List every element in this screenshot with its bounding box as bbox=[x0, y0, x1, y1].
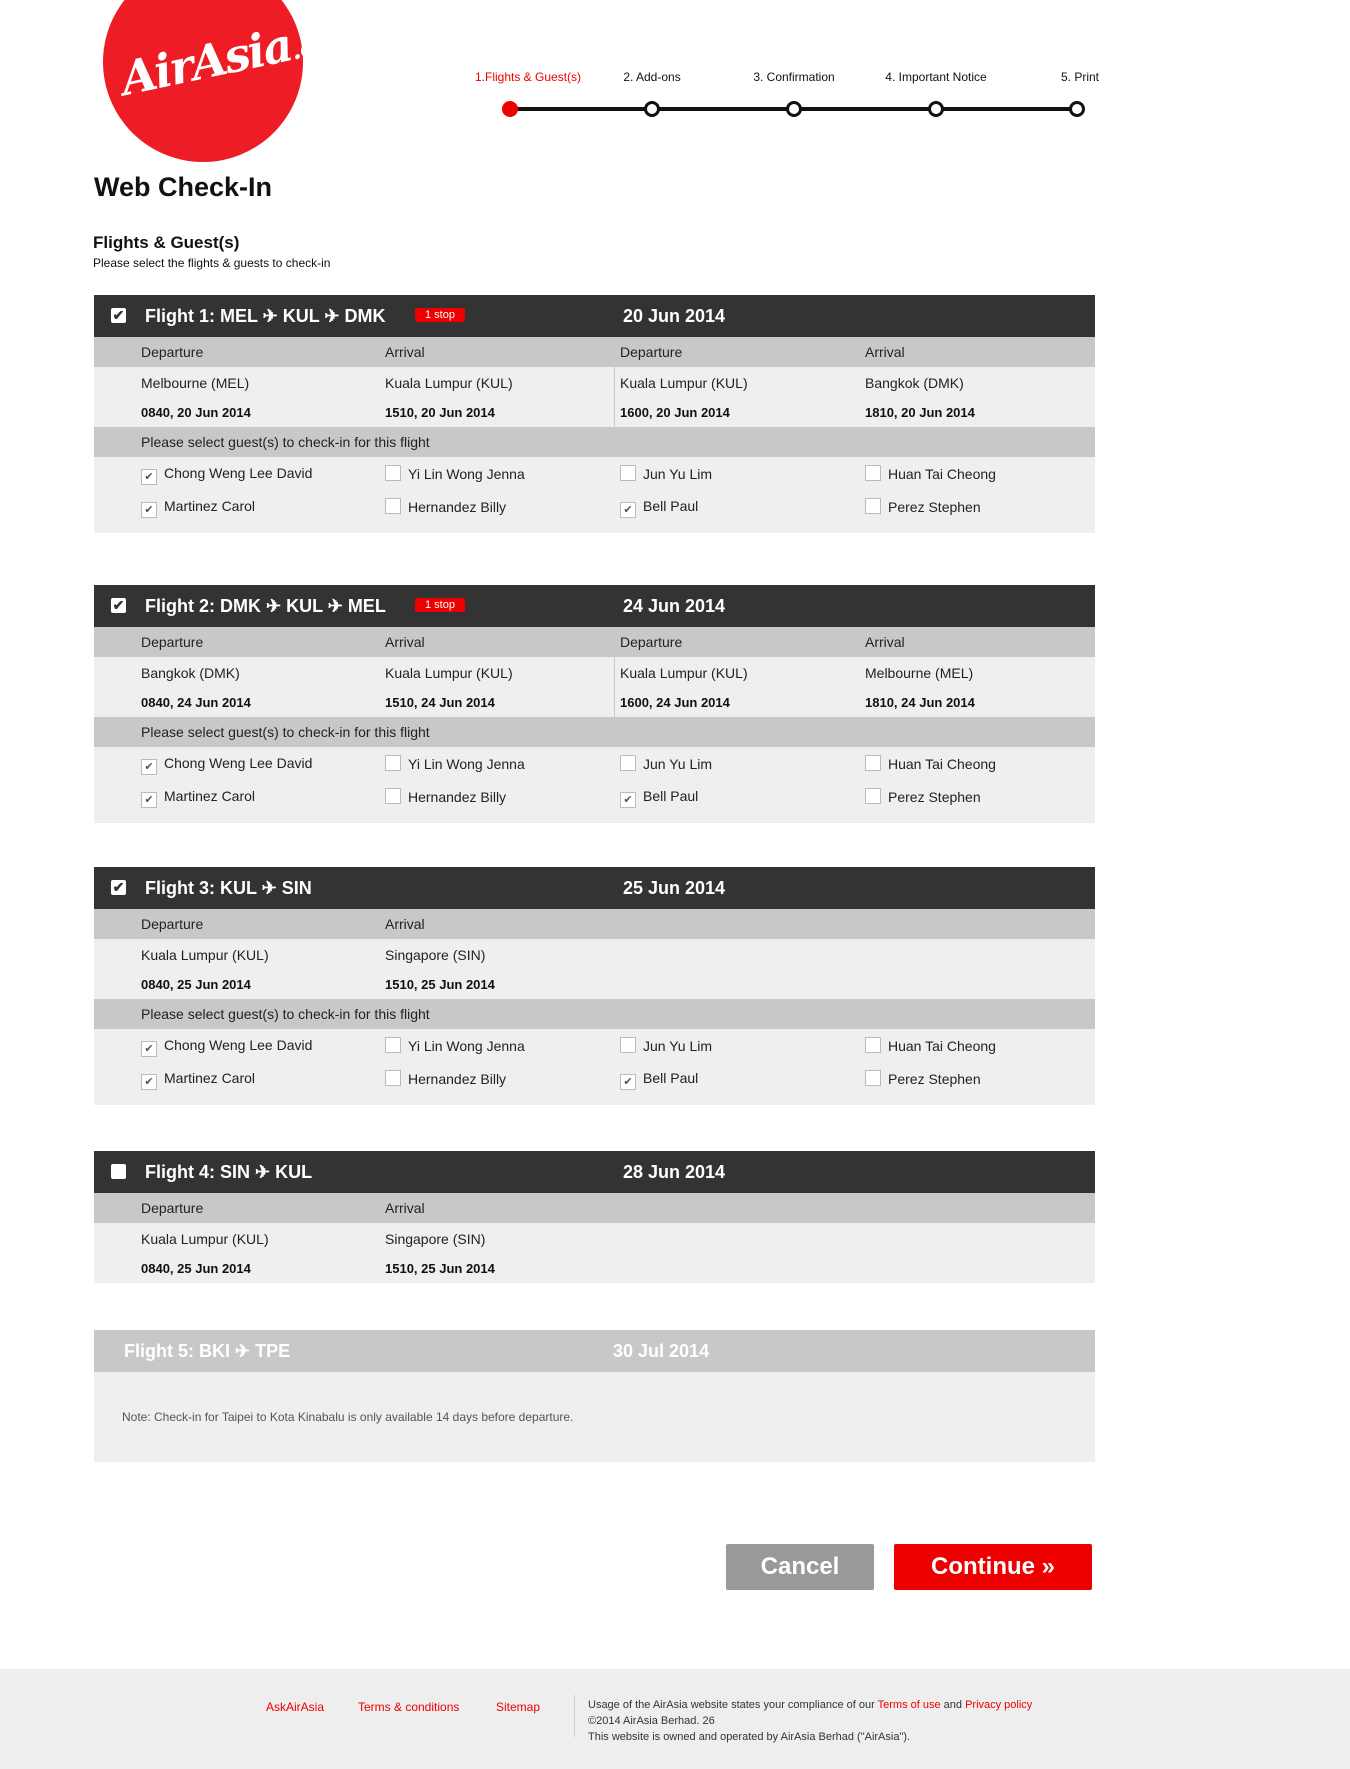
flight-date: 20 Jun 2014 bbox=[623, 306, 726, 326]
guest-checkbox[interactable] bbox=[385, 788, 401, 804]
arrival-label: Arrival bbox=[385, 344, 425, 360]
guest-option[interactable] bbox=[620, 465, 712, 482]
arrival-city: Singapore (SIN) bbox=[385, 947, 486, 963]
flight-title: Flight 4: SIN ✈ KUL bbox=[145, 1162, 313, 1182]
guest-checkbox[interactable] bbox=[385, 1037, 401, 1053]
departure-label: Departure bbox=[620, 634, 683, 650]
guest-checkbox[interactable] bbox=[620, 755, 636, 771]
select-guests-band bbox=[94, 427, 1095, 457]
arrival-city: Kuala Lumpur (KUL) bbox=[385, 375, 513, 391]
leg-header-band bbox=[94, 627, 1095, 657]
leg-details bbox=[94, 939, 1095, 999]
leg-divider bbox=[614, 657, 615, 717]
flight-title: Flight 1: MEL ✈ KUL ✈ DMK bbox=[145, 306, 386, 326]
departure-city: Kuala Lumpur (KUL) bbox=[141, 947, 269, 963]
step-confirmation: 3. Confirmation bbox=[753, 70, 835, 84]
arrival-time: 1510, 25 Jun 2014 bbox=[385, 1261, 495, 1276]
guest-checkbox[interactable] bbox=[620, 1037, 636, 1053]
flight-select-checkbox[interactable]: ✔ bbox=[112, 597, 125, 613]
guest-name: Hernandez Billy bbox=[408, 499, 507, 515]
arrival-label: Arrival bbox=[385, 634, 425, 650]
flight-header bbox=[94, 585, 1095, 627]
arrival-label: Arrival bbox=[865, 344, 905, 360]
departure-time: 0840, 25 Jun 2014 bbox=[141, 1261, 251, 1276]
guest-option[interactable] bbox=[620, 1070, 698, 1090]
departure-city: Kuala Lumpur (KUL) bbox=[620, 375, 748, 391]
flight-header bbox=[94, 1151, 1095, 1193]
step-dot-2 bbox=[644, 101, 660, 117]
guest-option[interactable] bbox=[141, 465, 312, 485]
leg-header-band bbox=[94, 337, 1095, 367]
progress-steps bbox=[440, 70, 1100, 130]
guest-option[interactable] bbox=[385, 498, 506, 515]
arrival-city: Bangkok (DMK) bbox=[865, 375, 964, 391]
step-print: 5. Print bbox=[1060, 70, 1100, 84]
leg-details bbox=[94, 1223, 1095, 1283]
guest-checkbox[interactable]: ✔ bbox=[620, 502, 636, 518]
guest-checkbox[interactable] bbox=[385, 1070, 401, 1086]
continue-button[interactable]: Continue » bbox=[894, 1544, 1092, 1590]
leg-header-band bbox=[94, 1193, 1095, 1223]
guest-name: Chong Weng Lee David bbox=[164, 465, 313, 481]
guest-option[interactable] bbox=[141, 755, 312, 775]
guest-list bbox=[94, 1029, 1095, 1105]
guest-option[interactable] bbox=[865, 498, 981, 515]
guest-name: Hernandez Billy bbox=[408, 1071, 507, 1087]
flight-header bbox=[94, 867, 1095, 909]
guest-option[interactable] bbox=[385, 1037, 525, 1054]
guest-checkbox[interactable] bbox=[865, 788, 881, 804]
departure-label: Departure bbox=[620, 344, 683, 360]
logo-text: AirAsia.com bbox=[115, 17, 360, 107]
guest-name: Jun Yu Lim bbox=[643, 466, 713, 482]
guest-checkbox[interactable] bbox=[865, 755, 881, 771]
guest-checkbox[interactable]: ✔ bbox=[620, 792, 636, 808]
flight-3-panel bbox=[94, 867, 1095, 1105]
flight-select-checkbox[interactable] bbox=[111, 1164, 126, 1179]
guest-option[interactable] bbox=[385, 788, 506, 805]
guest-option[interactable] bbox=[620, 498, 698, 518]
footer bbox=[0, 1669, 1350, 1769]
step-addons: 2. Add-ons bbox=[623, 70, 681, 84]
departure-time: 1600, 24 Jun 2014 bbox=[620, 695, 730, 710]
page-title: Web Check-In bbox=[94, 172, 273, 202]
guest-option[interactable] bbox=[865, 1037, 996, 1054]
guest-option[interactable] bbox=[141, 788, 255, 808]
step-flights-guests: 1.Flights & Guest(s) bbox=[474, 70, 582, 84]
guest-option[interactable] bbox=[141, 1037, 312, 1057]
flight-title: Flight 2: DMK ✈ KUL ✈ MEL bbox=[145, 596, 386, 616]
select-guests-band bbox=[94, 999, 1095, 1029]
departure-label: Departure bbox=[141, 1200, 204, 1216]
footer-usage-text: Usage of the AirAsia website states your compliance of our bbox=[588, 1699, 878, 1711]
arrival-city: Melbourne (MEL) bbox=[865, 665, 974, 681]
guest-option[interactable] bbox=[865, 1070, 981, 1087]
footer-terms-of-use-link[interactable]: Terms of use bbox=[877, 1699, 941, 1711]
guest-checkbox[interactable]: ✔ bbox=[141, 1074, 157, 1090]
guest-name: Yi Lin Wong Jenna bbox=[408, 1038, 525, 1054]
departure-time: 0840, 20 Jun 2014 bbox=[141, 405, 251, 420]
guest-name: Huan Tai Cheong bbox=[888, 466, 996, 482]
guest-checkbox[interactable]: ✔ bbox=[141, 502, 157, 518]
guest-name: Yi Lin Wong Jenna bbox=[408, 756, 525, 772]
arrival-time: 1510, 24 Jun 2014 bbox=[385, 695, 495, 710]
arrival-label: Arrival bbox=[385, 916, 425, 932]
guest-checkbox[interactable]: ✔ bbox=[141, 792, 157, 808]
section-subtitle: Please select the flights & guests to check-in bbox=[93, 256, 331, 270]
guest-name: Perez Stephen bbox=[888, 1071, 981, 1087]
flight-date: 28 Jun 2014 bbox=[623, 1162, 726, 1182]
arrival-time: 1510, 25 Jun 2014 bbox=[385, 977, 495, 992]
leg-details bbox=[94, 657, 1095, 717]
arrival-time: 1810, 24 Jun 2014 bbox=[865, 695, 975, 710]
departure-label: Departure bbox=[141, 344, 204, 360]
departure-time: 1600, 20 Jun 2014 bbox=[620, 405, 730, 420]
flight-date: 30 Jul 2014 bbox=[613, 1341, 710, 1361]
select-guests-label: Please select guest(s) to check-in for this flight bbox=[141, 434, 430, 450]
flight-1-panel bbox=[94, 295, 1095, 533]
guest-option[interactable] bbox=[385, 465, 525, 482]
guest-name: Hernandez Billy bbox=[408, 789, 507, 805]
departure-city: Bangkok (DMK) bbox=[141, 665, 240, 681]
flight-5-panel bbox=[94, 1330, 1095, 1462]
footer-link-sitemap[interactable]: Sitemap bbox=[496, 1700, 541, 1714]
flight-2-panel bbox=[94, 585, 1095, 823]
guest-checkbox[interactable]: ✔ bbox=[141, 759, 157, 775]
arrival-city: Kuala Lumpur (KUL) bbox=[385, 665, 513, 681]
guest-checkbox[interactable] bbox=[865, 1037, 881, 1053]
guest-checkbox[interactable] bbox=[620, 465, 636, 481]
guest-name: Perez Stephen bbox=[888, 789, 981, 805]
departure-time: 0840, 24 Jun 2014 bbox=[141, 695, 251, 710]
guest-checkbox[interactable]: ✔ bbox=[141, 1041, 157, 1057]
guest-option[interactable] bbox=[620, 755, 712, 772]
step-dot-4 bbox=[928, 101, 944, 117]
footer-and-text: and bbox=[940, 1699, 966, 1711]
flight-4-panel bbox=[94, 1151, 1095, 1283]
select-guests-label: Please select guest(s) to check-in for this flight bbox=[141, 724, 430, 740]
guest-option[interactable] bbox=[620, 1037, 712, 1054]
step-dot-3 bbox=[786, 101, 802, 117]
guest-option[interactable] bbox=[141, 1070, 255, 1090]
guest-option[interactable] bbox=[865, 465, 996, 482]
guest-option[interactable] bbox=[865, 788, 981, 805]
guest-option[interactable] bbox=[620, 788, 698, 808]
footer-owned: This website is owned and operated by AirAsia Berhad ("AirAsia"). bbox=[588, 1731, 911, 1743]
guest-name: Jun Yu Lim bbox=[643, 756, 713, 772]
guest-name: Bell Paul bbox=[643, 788, 699, 804]
guest-name: Huan Tai Cheong bbox=[888, 756, 996, 772]
airasia-logo[interactable] bbox=[103, 0, 360, 162]
flight-select-checkbox[interactable]: ✔ bbox=[112, 879, 125, 895]
flight-header bbox=[94, 295, 1095, 337]
flight-date: 25 Jun 2014 bbox=[623, 878, 726, 898]
step-dot-5 bbox=[1069, 101, 1085, 117]
arrival-time: 1810, 20 Jun 2014 bbox=[865, 405, 975, 420]
guest-option[interactable] bbox=[385, 1070, 506, 1087]
footer-link-askairasia[interactable]: AskAirAsia bbox=[266, 1700, 325, 1714]
guest-option[interactable] bbox=[141, 498, 255, 518]
leg-details bbox=[94, 367, 1095, 427]
guest-name: Jun Yu Lim bbox=[643, 1038, 713, 1054]
guest-name: Perez Stephen bbox=[888, 499, 981, 515]
guest-name: Bell Paul bbox=[643, 498, 699, 514]
departure-time: 0840, 25 Jun 2014 bbox=[141, 977, 251, 992]
guest-checkbox[interactable] bbox=[385, 755, 401, 771]
arrival-label: Arrival bbox=[385, 1200, 425, 1216]
departure-city: Melbourne (MEL) bbox=[141, 375, 250, 391]
cancel-button[interactable]: Cancel bbox=[726, 1544, 874, 1590]
step-dot-1 bbox=[502, 101, 518, 117]
guest-name: Chong Weng Lee David bbox=[164, 1037, 313, 1053]
guest-list bbox=[94, 457, 1095, 533]
guest-checkbox[interactable] bbox=[865, 1070, 881, 1086]
guest-name: Martinez Carol bbox=[164, 498, 256, 514]
guest-checkbox[interactable]: ✔ bbox=[620, 1074, 636, 1090]
guest-name: Huan Tai Cheong bbox=[888, 1038, 996, 1054]
guest-list bbox=[94, 747, 1095, 823]
footer-divider bbox=[574, 1695, 575, 1737]
leg-divider bbox=[614, 367, 615, 427]
guest-name: Chong Weng Lee David bbox=[164, 755, 313, 771]
stop-badge: 1 stop bbox=[415, 308, 465, 322]
flight-5-note: Note: Check-in for Taipei to Kota Kinabalu is only available 14 days before departure. bbox=[122, 1410, 574, 1424]
guest-name: Martinez Carol bbox=[164, 1070, 256, 1086]
arrival-city: Singapore (SIN) bbox=[385, 1231, 486, 1247]
section-title: Flights & Guest(s) bbox=[93, 233, 240, 252]
guest-checkbox[interactable]: ✔ bbox=[141, 469, 157, 485]
footer-privacy-link[interactable]: Privacy policy bbox=[965, 1699, 1033, 1711]
footer-link-terms[interactable]: Terms & conditions bbox=[358, 1700, 460, 1714]
guest-name: Bell Paul bbox=[643, 1070, 699, 1086]
guest-checkbox[interactable] bbox=[385, 498, 401, 514]
guest-name: Martinez Carol bbox=[164, 788, 256, 804]
footer-copyright: ©2014 AirAsia Berhad. 26 bbox=[588, 1715, 715, 1727]
guest-checkbox[interactable] bbox=[865, 465, 881, 481]
arrival-time: 1510, 20 Jun 2014 bbox=[385, 405, 495, 420]
step-important-notice: 4. Important Notice bbox=[885, 70, 987, 84]
leg-header-band bbox=[94, 909, 1095, 939]
flight-title: Flight 3: KUL ✈ SIN bbox=[145, 878, 312, 898]
flight-5-header bbox=[94, 1330, 1095, 1372]
select-guests-label: Please select guest(s) to check-in for this flight bbox=[141, 1006, 430, 1022]
flight-date: 24 Jun 2014 bbox=[623, 596, 726, 616]
guest-option[interactable] bbox=[865, 755, 996, 772]
guest-name: Yi Lin Wong Jenna bbox=[408, 466, 525, 482]
flight-title: Flight 5: BKI ✈ TPE bbox=[124, 1341, 291, 1361]
arrival-label: Arrival bbox=[865, 634, 905, 650]
stop-badge: 1 stop bbox=[415, 598, 465, 612]
departure-city: Kuala Lumpur (KUL) bbox=[141, 1231, 269, 1247]
guest-checkbox[interactable] bbox=[385, 465, 401, 481]
footer-legal bbox=[588, 1697, 1032, 1745]
guest-option[interactable] bbox=[385, 755, 525, 772]
guest-checkbox[interactable] bbox=[865, 498, 881, 514]
departure-label: Departure bbox=[141, 916, 204, 932]
select-guests-band bbox=[94, 717, 1095, 747]
departure-label: Departure bbox=[141, 634, 204, 650]
flight-select-checkbox[interactable]: ✔ bbox=[112, 307, 125, 323]
departure-city: Kuala Lumpur (KUL) bbox=[620, 665, 748, 681]
